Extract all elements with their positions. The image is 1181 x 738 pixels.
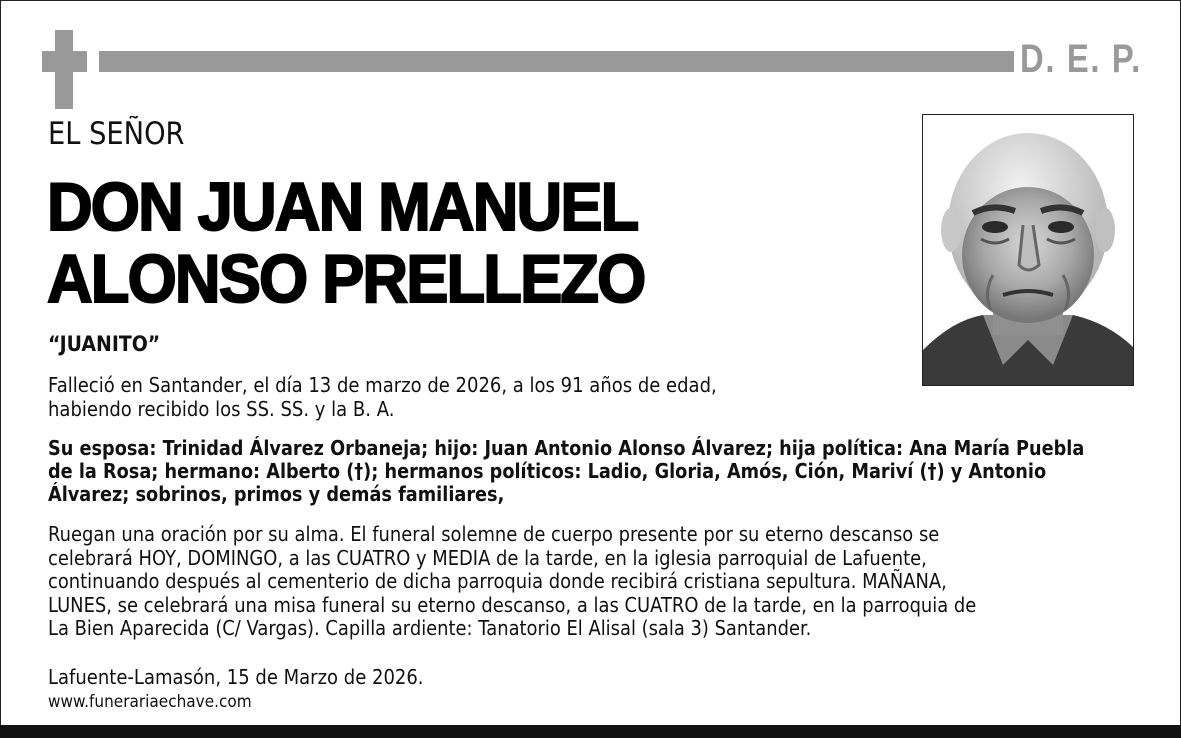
service-line: continuando después al cementerio de dicha parroquia donde recibirá cristiana sepultura. MAÑANA, <box>48 569 947 593</box>
place-date: Lafuente-Lamasón, 15 de Marzo de 2026. <box>48 665 424 689</box>
service-line: Ruegan una oración por su alma. El funeral solemne de cuerpo presente por su eterno descanso se <box>48 522 940 546</box>
header-rule <box>99 51 1014 72</box>
portrait-photo <box>922 114 1134 386</box>
intro-title: EL SEÑOR <box>48 116 185 152</box>
deceased-name <box>47 171 644 315</box>
family-line: Álvarez; sobrinos, primos y demás familiares, <box>48 482 505 506</box>
website-link[interactable]: www.funerariaechave.com <box>48 692 252 712</box>
death-line: habiendo recibido los SS. SS. y la B. A. <box>48 397 395 421</box>
family-list <box>48 437 1110 506</box>
service-details <box>48 523 1140 641</box>
name-line-1: DON JUAN MANUEL <box>47 169 638 245</box>
family-line: Su esposa: Trinidad Álvarez Orbaneja; hijo: Juan Antonio Alonso Álvarez; hija política: Ana María Puebla <box>48 436 1085 460</box>
death-line: Falleció en Santander, el día 13 de marzo de 2026, a los 91 años de edad, <box>48 373 717 397</box>
nickname: “JUANITO” <box>48 332 161 356</box>
name-line-2: ALONSO PRELLEZO <box>47 241 645 317</box>
cross-icon-arm <box>42 51 87 72</box>
portrait-image <box>923 115 1133 385</box>
death-details <box>48 373 840 421</box>
service-line: La Bien Aparecida (C/ Vargas). Capilla ardiente: Tanatorio El Alisal (sala 3) Santander. <box>48 616 812 640</box>
family-line: de la Rosa; hermano: Alberto (†); hermanos políticos: Ladio, Gloria, Amós, Ción, Mariví (†) y Antonio <box>48 459 1047 483</box>
service-line: LUNES, se celebrará una misa funeral su eterno descanso, a las CUATRO de la tarde, en la parroquia de <box>48 592 977 617</box>
bottom-bar <box>0 725 1181 738</box>
dep-label: D. E. P. <box>1020 37 1142 81</box>
service-line: celebrará HOY, DOMINGO, a las CUATRO y MEDIA de la tarde, en la iglesia parroquial de Lafuente, <box>48 545 927 570</box>
